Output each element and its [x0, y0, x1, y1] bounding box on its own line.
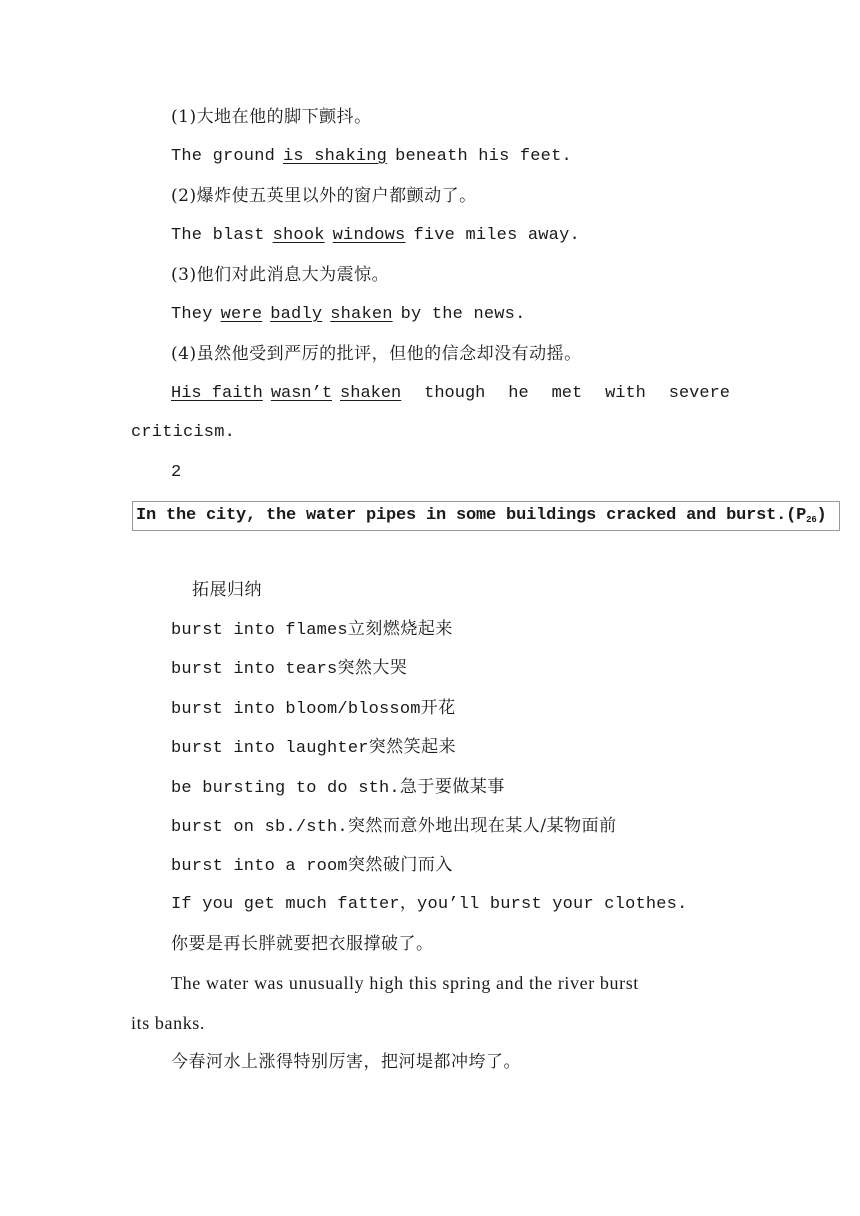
item2-chinese: (2)爆炸使五英里以外的窗户都颤动了。 [171, 186, 477, 206]
item4-word: met [551, 384, 583, 403]
item4-answer-2: wasn’t [270, 384, 333, 403]
item3-text-b: by the news. [400, 305, 526, 324]
item2-answer-1: shook [272, 226, 325, 245]
item3-answer-3: shaken [330, 305, 393, 324]
phrase-en: burst into bloom/blossom [171, 700, 421, 719]
example2-english-line1: The water was unusually high this spring and the river burst [171, 973, 639, 993]
section-number: 2 [171, 463, 182, 482]
item4-answer-3: shaken [340, 384, 402, 403]
item2-text-b: five miles away. [413, 226, 580, 245]
phrase-item [171, 776, 505, 800]
phrase-en: be bursting to do sth. [171, 779, 400, 798]
item4-word: with [605, 384, 646, 403]
phrase-cn: 突然破门而入 [347, 855, 453, 875]
item1-text-a: The ground [171, 147, 276, 166]
item4-english-continued: criticism. [131, 423, 236, 442]
phrase-item [171, 697, 456, 721]
phrase-cn: 突然笑起来 [368, 737, 457, 757]
item4-chinese: (4)虽然他受到严厉的批评，但他的信念却没有动摇。 [171, 344, 582, 364]
item2-text-a: The blast [171, 226, 265, 245]
phrase-item [171, 618, 453, 642]
item1-english [171, 146, 572, 168]
example1-chinese: 你要是再长胖就要把衣服撑破了。 [171, 934, 434, 954]
item1-text-b: beneath his feet. [395, 147, 572, 166]
item4-english [171, 383, 730, 405]
phrase-cn: 突然大哭 [337, 658, 408, 678]
phrase-en: burst into flames [171, 621, 348, 640]
phrase-item [171, 854, 453, 878]
key-sentence-text: In the city, the water pipes in some buildings cracked and burst.(P [136, 506, 807, 525]
phrase-en: burst into tears [171, 660, 338, 679]
item4-word: he [508, 384, 529, 403]
item4-word: though [424, 384, 486, 403]
phrase-en: burst into laughter [171, 739, 369, 758]
phrase-cn: 突然而意外地出现在某人/某物面前 [347, 816, 617, 836]
item3-english [171, 304, 525, 326]
item3-text-a: They [171, 305, 213, 324]
item1-chinese: (1)大地在他的脚下颤抖。 [171, 107, 372, 127]
item3-answer-1: were [220, 305, 263, 324]
item1-answer: is shaking [283, 147, 388, 166]
phrase-item [171, 815, 617, 839]
phrase-cn: 开花 [420, 698, 456, 718]
phrase-cn: 立刻燃烧起来 [347, 619, 453, 639]
item2-answer-2: windows [332, 226, 406, 245]
phrase-en: burst into a room [171, 857, 348, 876]
item4-answer-1: His faith [171, 384, 263, 403]
item2-english [171, 225, 580, 247]
item4-answer-group [171, 383, 401, 405]
phrase-cn: 急于要做某事 [399, 777, 505, 797]
key-sentence-close: ) [816, 506, 827, 525]
expansion-heading: 拓展归纳 [192, 580, 262, 600]
item4-word: severe [668, 384, 730, 403]
phrase-item [171, 657, 407, 681]
item3-chinese: (3)他们对此消息大为震惊。 [171, 265, 390, 285]
key-sentence-page: 26 [806, 515, 817, 525]
phrase-item [171, 736, 456, 760]
example2-english-line2: its banks. [131, 1013, 206, 1033]
example2-chinese: 今春河水上涨得特别厉害，把河堤都冲垮了。 [171, 1052, 521, 1072]
phrase-en: burst on sb./sth. [171, 818, 348, 837]
key-sentence [136, 505, 827, 531]
example1-english: If you get much fatter，you’ll burst your clothes. [171, 895, 688, 914]
item3-answer-2: badly [270, 305, 323, 324]
